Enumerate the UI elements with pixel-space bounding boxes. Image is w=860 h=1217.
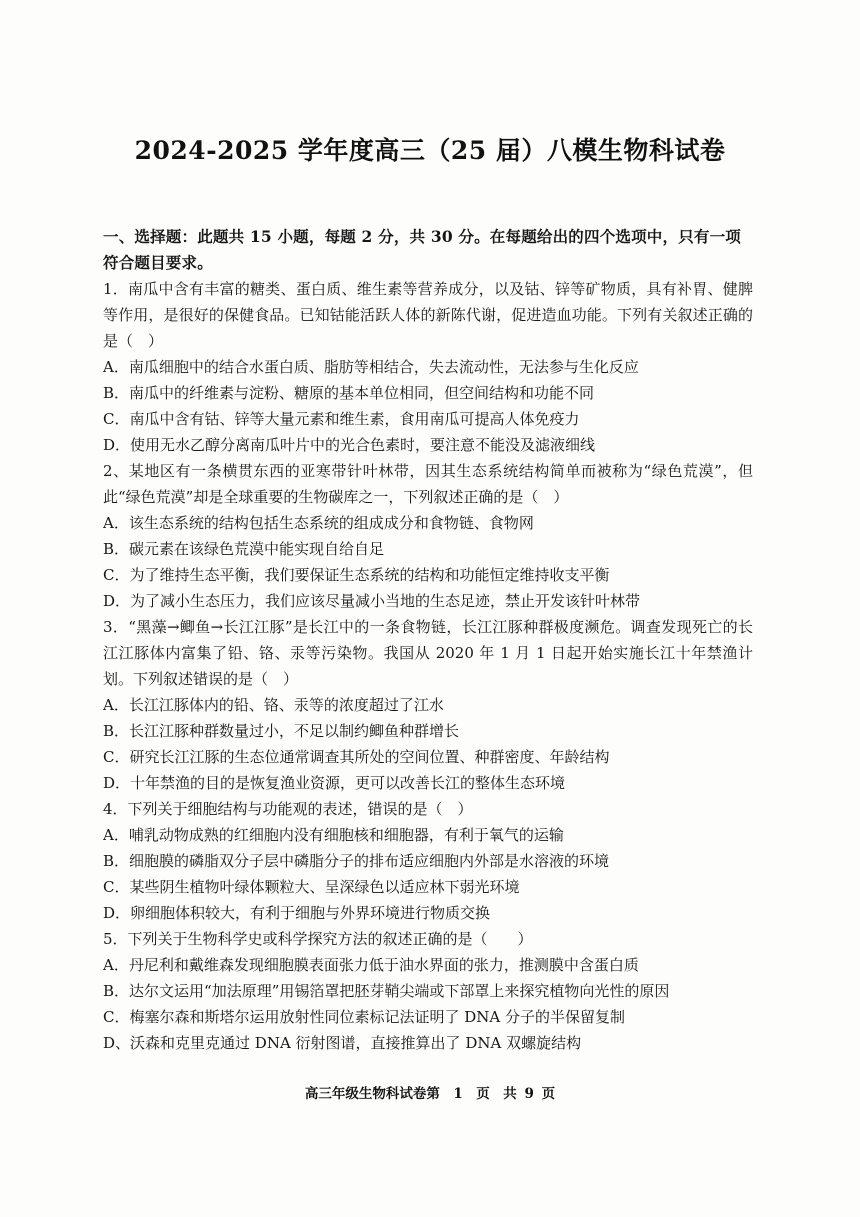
page-footer: 高三年级生物科试卷第 1 页 共 9 页 [304, 1086, 556, 1102]
option-c: C．梅塞尔森和斯塔尔运用放射性同位素标记法证明了 DNA 分子的半保留复制 [103, 1008, 626, 1026]
option-a: A．南瓜细胞中的结合水蛋白质、脂肪等相结合，失去流动性，无法参与生化反应 [103, 358, 639, 376]
option-b: B．长江江豚种群数量过小，不足以制约鲫鱼种群增长 [103, 722, 460, 740]
question-4 [103, 796, 753, 926]
question-1 [103, 276, 753, 458]
question-2 [103, 458, 753, 614]
option-a: A．该生态系统的结构包括生态系统的组成成分和食物链、食物网 [103, 514, 534, 532]
option-c: C．南瓜中含有钴、锌等大量元素和维生素，食用南瓜可提高人体免疫力 [103, 410, 580, 428]
option-a: A．长江江豚体内的铅、铬、汞等的浓度超过了江水 [103, 696, 444, 714]
question-stem: 5．下列关于生物科学史或科学探究方法的叙述正确的是（ ） [103, 930, 533, 948]
question-3 [103, 614, 753, 796]
option-b: B．南瓜中的纤维素与淀粉、糖原的基本单位相同，但空间结构和功能不同 [103, 384, 595, 402]
option-b: B．细胞膜的磷脂双分子层中磷脂分子的排布适应细胞内外部是水溶液的环境 [103, 852, 610, 870]
option-c: C．研究长江江豚的生态位通常调查其所处的空间位置、种群密度、年龄结构 [103, 748, 610, 766]
option-b: B．碳元素在该绿色荒漠中能实现自给自足 [103, 540, 385, 558]
section-heading: 一、选择题：此题共 15 小题，每题 2 分，共 30 分。在每题给出的四个选项中，只有一项符合题目要求。 [103, 227, 742, 272]
option-c: C．某些阴生植物叶绿体颗粒大、呈深绿色以适应林下弱光环境 [103, 878, 520, 896]
exam-title: 2024-2025 学年度高三（25 届）八模生物科试卷 [134, 136, 726, 165]
question-5 [103, 926, 753, 1056]
option-a: A．丹尼利和戴维森发现细胞膜表面张力低于油水界面的张力，推测膜中含蛋白质 [103, 956, 639, 974]
question-stem: 3．“黑藻→鲫鱼→长江江豚”是长江中的一条食物链，长江江豚种群极度濒危。调查发现死亡的长江江豚体内富集了铅、铬、汞等污染物。我国从 2020 年 1 月 1 日起开始实施长江十年禁渔计划。下列叙述错误的是（ ） [103, 618, 753, 688]
question-stem: 4．下列关于细胞结构与功能观的表述，错误的是（ ） [103, 800, 473, 818]
option-d: D、沃森和克里克通过 DNA 衍射图谱，直接推算出了 DNA 双螺旋结构 [103, 1034, 582, 1052]
option-d: D．卵细胞体积较大，有利于细胞与外界环境进行物质交换 [103, 904, 491, 922]
question-stem: 2、某地区有一条横贯东西的亚寒带针叶林带，因其生态系统结构简单而被称为“绿色荒漠”，但此“绿色荒漠”却是全球重要的生物碳库之一，下列叙述正确的是（ ） [103, 462, 753, 506]
option-d: D．为了减小生态压力，我们应该尽量减小当地的生态足迹，禁止开发该针叶林带 [103, 592, 641, 610]
exam-content [103, 224, 753, 1056]
option-d: D．十年禁渔的目的是恢复渔业资源，更可以改善长江的整体生态环境 [103, 774, 566, 792]
option-a: A．哺乳动物成熟的红细胞内没有细胞核和细胞器，有利于氧气的运输 [103, 826, 564, 844]
option-c: C．为了维持生态平衡，我们要保证生态系统的结构和功能恒定维持收支平衡 [103, 566, 610, 584]
option-d: D．使用无水乙醇分离南瓜叶片中的光合色素时，要注意不能没及滤液细线 [103, 436, 596, 454]
question-stem: 1．南瓜中含有丰富的糖类、蛋白质、维生素等营养成分，以及钴、锌等矿物质，具有补胃、健脾等作用，是很好的保健食品。已知钴能活跃人体的新陈代谢，促进造血功能。下列有关叙述正确的是（ ） [103, 280, 753, 350]
option-b: B．达尔文运用“加法原理”用锡箔罩把胚芽鞘尖端或下部罩上来探究植物向光性的原因 [103, 982, 670, 1000]
